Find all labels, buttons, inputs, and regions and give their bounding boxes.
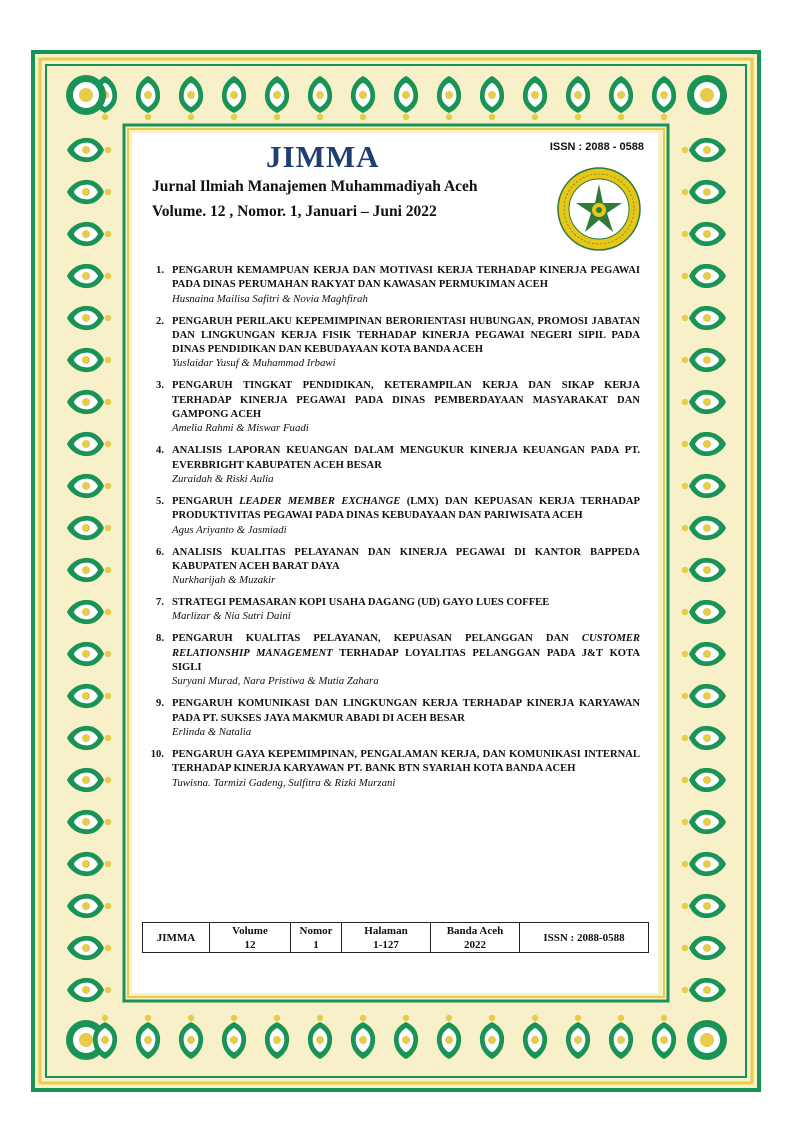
article-title: PENGARUH PERILAKU KEPEMIMPINAN BERORIENTASI HUBUNGAN, PROMOSI JABATAN DAN LINGKUNGAN KERJA FISIK TERHADAP KINERJA PEGAWAI NEGERI SIPIL PADA DINAS PENDIDIKAN DAN KEBUDAYAAN KOTA BANDA ACEH <box>172 315 640 356</box>
article-item <box>142 596 640 623</box>
article-item <box>142 444 640 486</box>
article-number: 1. <box>156 265 164 276</box>
article-item <box>142 546 640 588</box>
article-authors: Suryani Murad, Nara Pristiwa & Mutia Zahara <box>172 675 379 688</box>
article-number: 6. <box>156 546 164 558</box>
article-authors: Yuslaidar Yusuf & Muhammad Irbawi <box>172 357 336 370</box>
info-cell-halaman: Halaman 1-127 <box>342 923 431 953</box>
issn-label: ISSN : 2088 - 0588 <box>549 141 644 153</box>
journal-title: JIMMA <box>266 139 380 174</box>
article-title: ANALISIS KUALITAS PELAYANAN DAN KINERJA PEGAWAI DI KANTOR BAPPEDA KABUPATEN ACEH BARAT DAYA <box>172 546 640 572</box>
article-authors: Marlizar & Nia Sutri Daini <box>172 610 291 623</box>
article-number: 9. <box>156 698 164 710</box>
info-cell-nomor: Nomor 1 <box>291 923 342 953</box>
article-title: PENGARUH KOMUNIKASI DAN LINGKUNGAN KERJA TERHADAP KINERJA KARYAWAN PADA PT. SUKSES JAYA MAKMUR ABADI DI ACEH BESAR <box>172 698 640 724</box>
article-item <box>142 495 640 537</box>
university-seal-icon <box>556 166 642 252</box>
article-authors: Tuwisna. Tarmizi Gadeng, Sulfitra & Rizki Murzani <box>172 776 396 789</box>
article-item <box>142 315 640 371</box>
info-cell-place-year: Banda Aceh 2022 <box>431 923 520 953</box>
article-number: 10. <box>150 748 164 760</box>
info-cell-journal: JIMMA <box>143 923 210 953</box>
article-item <box>142 379 640 435</box>
journal-subtitle: Jurnal Ilmiah Manajemen Muhammadiyah Aceh <box>152 178 478 195</box>
article-number: 2. <box>156 315 164 327</box>
info-cell-volume: Volume 12 <box>210 923 291 953</box>
article-title: ANALISIS LAPORAN KEUANGAN DALAM MENGUKUR KINERJA KEUANGAN PADA PT. EVERBRIGHT KABUPATEN ACEH BESAR <box>172 445 640 471</box>
border-corner-ornament <box>66 75 106 115</box>
article-authors: Nurkharijah & Muzakir <box>172 574 276 587</box>
info-cell-issn: ISSN : 2088-0588 <box>520 923 649 953</box>
article-title: STRATEGI PEMASARAN KOPI USAHA DAGANG (UD) GAYO LUES COFFEE <box>172 597 550 609</box>
article-title: PENGARUH KUALITAS PELAYANAN, KEPUASAN PELANGGAN DAN CUSTOMER RELATIONSHIP MANAGEMENT TERHADAP LOYALITAS PELANGGAN PADA J&T KOTA SIGLI <box>172 633 640 674</box>
article-list <box>142 264 640 799</box>
page-content <box>132 133 658 993</box>
article-authors: Zuraidah & Riski Aulia <box>172 472 274 485</box>
article-number: 5. <box>156 495 164 507</box>
article-number: 3. <box>156 380 164 392</box>
article-authors: Amelia Rahmi & Miswar Fuadi <box>172 422 309 435</box>
info-row <box>143 923 649 953</box>
border-corner-ornament <box>687 1020 727 1060</box>
article-title: PENGARUH LEADER MEMBER EXCHANGE (LMX) DAN KEPUASAN KERJA TERHADAP PRODUKTIVITAS PEGAWAI PADA DINAS KEBUDAYAAN DAN PARIWISATA ACEH <box>172 495 640 522</box>
article-item <box>142 632 640 688</box>
article-title: PENGARUH TINGKAT PENDIDIKAN, KETERAMPILAN KERJA DAN SIKAP KERJA TERHADAP KINERJA PEGAWAI PADA DINAS PEMBERDAYAAN MASYARAKAT DAN GAMPONG ACEH <box>172 380 640 421</box>
article-item <box>142 748 640 790</box>
article-title: PENGARUH GAYA KEPEMIMPINAN, PENGALAMAN KERJA, DAN KOMUNIKASI INTERNAL TERHADAP KINERJA KARYAWAN PT. BANK BTN SYARIAH KOTA BANDA ACEH <box>172 748 640 775</box>
article-item <box>142 697 640 739</box>
journal-info-table <box>142 922 649 953</box>
article-number: 7. <box>156 597 164 609</box>
article-authors: Husnaina Mailisa Safitri & Novia Maghfirah <box>172 292 368 305</box>
article-authors: Erlinda & Natalia <box>172 725 252 738</box>
article-authors: Agus Ariyanto & Jasmiadi <box>172 523 287 536</box>
article-title: PENGARUH KEMAMPUAN KERJA DAN MOTIVASI KERJA TERHADAP KINERJA PEGAWAI PADA DINAS PERUMAHAN RAKYAT DAN KAWASAN PERMUKIMAN ACEH <box>172 265 640 291</box>
article-item <box>142 264 640 306</box>
border-corner-ornament <box>687 75 727 115</box>
volume-line: Volume. 12 , Nomor. 1, Januari – Juni 2022 <box>152 203 437 220</box>
article-number: 4. <box>156 445 164 457</box>
article-number: 8. <box>156 633 164 645</box>
